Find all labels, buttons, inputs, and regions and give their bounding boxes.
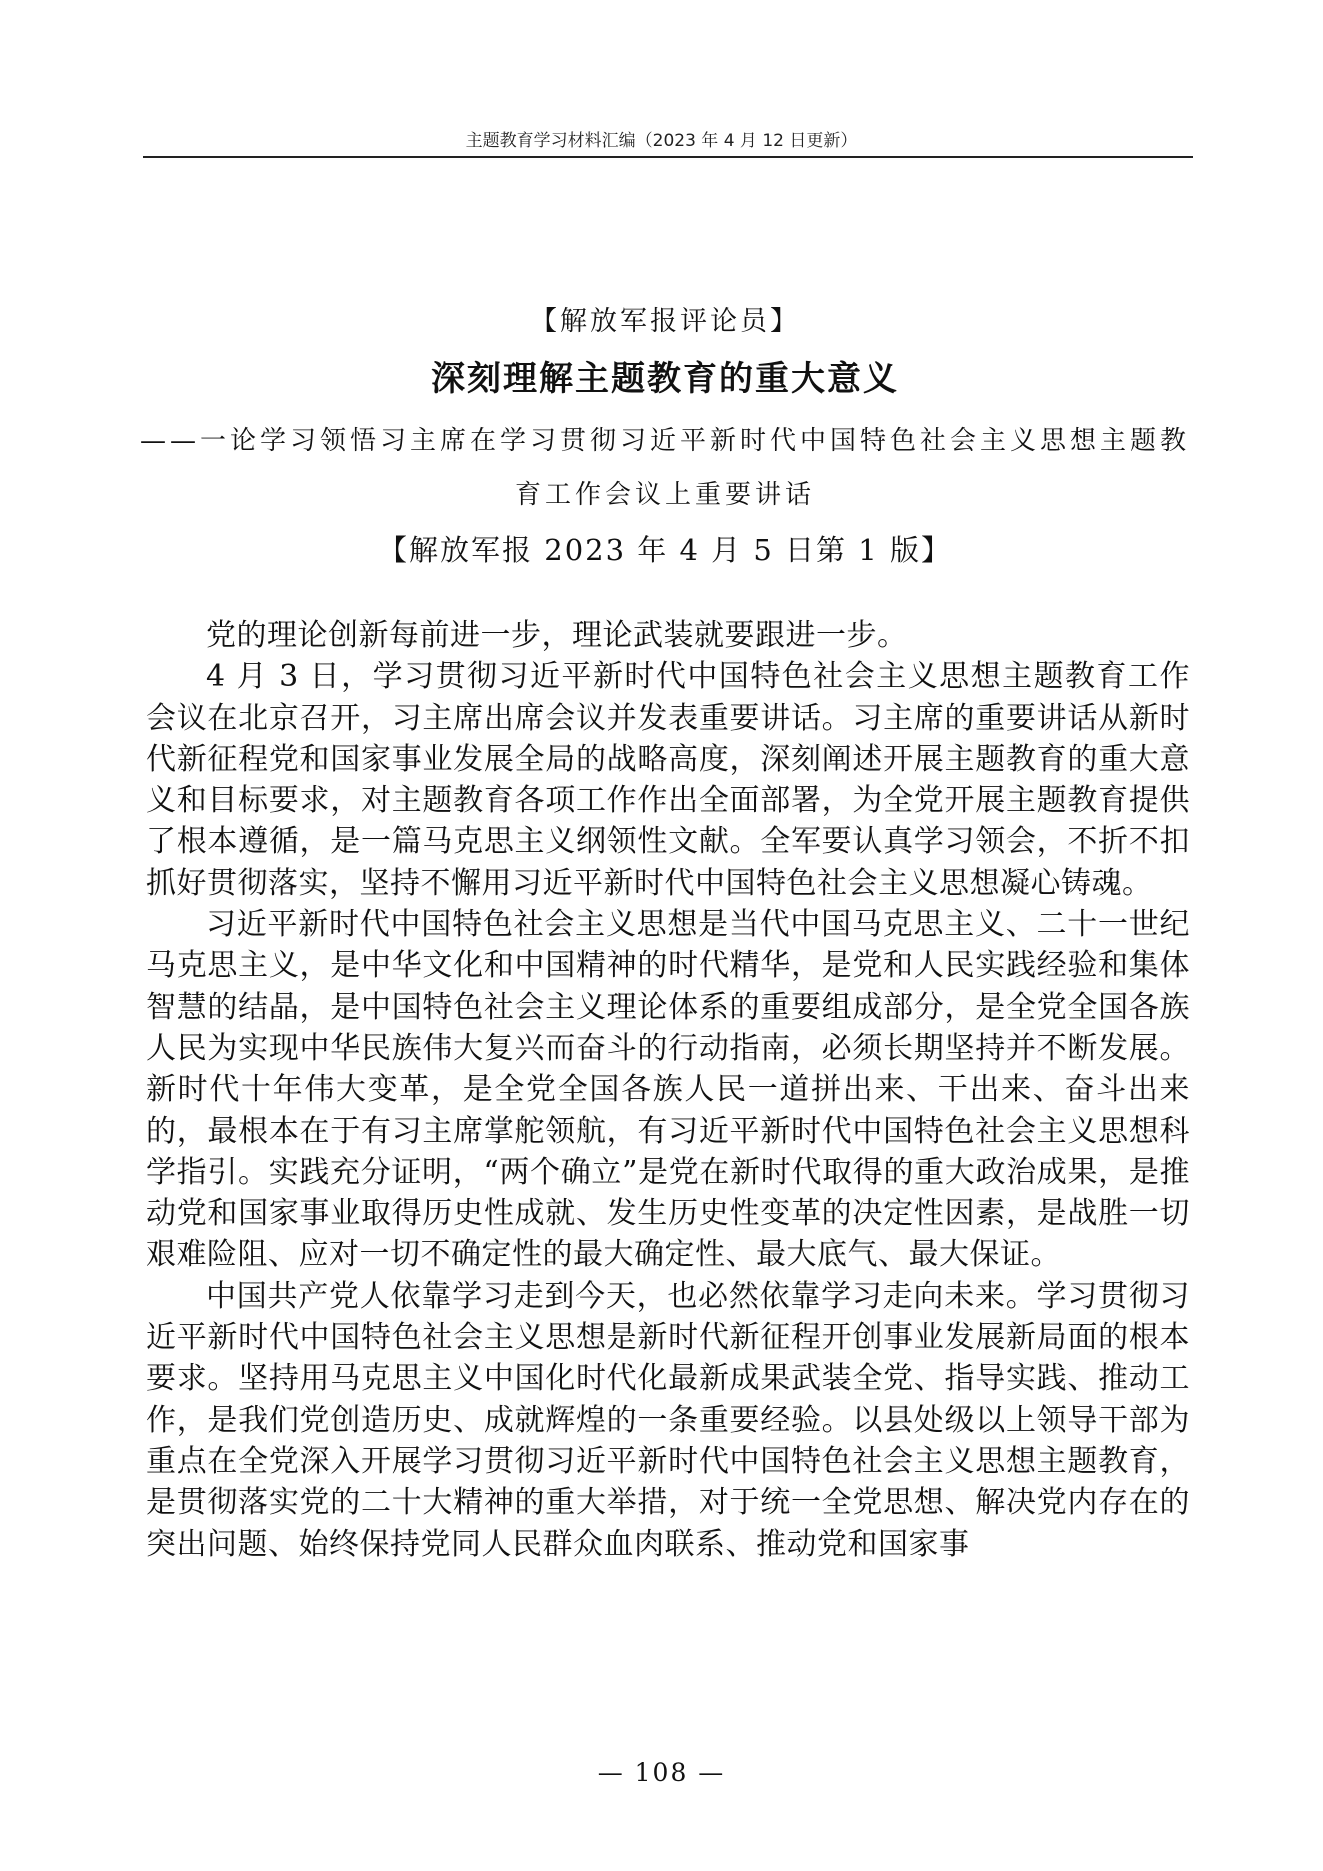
article-subtitle: ——一论学习领悟习主席在学习贯彻习近平新时代中国特色社会主义思想主题教育工作会议上重要讲话: [140, 426, 1191, 510]
running-header: 主题教育学习材料汇编（2023 年 4 月 12 日更新）: [465, 131, 858, 151]
article-kicker: 【解放军报评论员】: [530, 306, 800, 337]
article-heading: [140, 302, 1190, 574]
page-number: — 108 —: [597, 1758, 726, 1787]
body-paragraph: 习近平新时代中国特色社会主义思想是当代中国马克思主义、二十一世纪马克思主义，是中华文化和中国精神的时代精华，是党和人民实践经验和集体智慧的结晶，是中国特色社会主义理论体系的重要组成部分，是全党全国各族人民为实现中华民族伟大复兴而奋斗的行动指南，必须长期坚持并不断发展。新时代十年伟大变革，是全党全国各族人民一道拼出来、干出来、奋斗出来的，最根本在于有习主席掌舵领航，有习近平新时代中国特色社会主义思想科学指引。实践充分证明，“两个确立”是党在新时代取得的重大政治成果，是推动党和国家事业取得历史性成就、发生历史性变革的决定性因素，是战胜一切艰难险阻、应对一切不确定性的最大确定性、最大底气、最大保证。: [146, 907, 1190, 1273]
header-divider: [143, 156, 1193, 158]
body-paragraph: 党的理论创新每前进一步，理论武装就要跟进一步。: [206, 618, 908, 653]
body-paragraph: 中国共产党人依靠学习走到今天，也必然依靠学习走向未来。学习贯彻习近平新时代中国特色社会主义思想是新时代新征程开创事业发展新局面的根本要求。坚持用马克思主义中国化时代化最新成果武装全党、指导实践、推动工作，是我们党创造历史、成就辉煌的一条重要经验。以县处级以上领导干部为重点在全党深入开展学习贯彻习近平新时代中国特色社会主义思想主题教育，是贯彻落实党的二十大精神的重大举措，对于统一全党思想、解决党内存在的突出问题、始终保持党同人民群众血肉联系、推动党和国家事: [146, 1278, 1190, 1562]
article-body: [146, 615, 1190, 1565]
body-paragraph: 4 月 3 日，学习贯彻习近平新时代中国特色社会主义思想主题教育工作会议在北京召开，习主席出席会议并发表重要讲话。习主席的重要讲话从新时代新征程党和国家事业发展全局的战略高度，深刻阐述开展主题教育的重大意义和目标要求，对主题教育各项工作作出全面部署，为全党开展主题教育提供了根本遵循，是一篇马克思主义纲领性文献。全军要认真学习领会，不折不扣抓好贯彻落实，坚持不懈用习近平新时代中国特色社会主义思想凝心铸魂。: [146, 659, 1190, 901]
article-title: 深刻理解主题教育的重大意义: [431, 359, 899, 399]
article-source: 【解放军报 2023 年 4 月 5 日第 1 版】: [378, 533, 952, 567]
